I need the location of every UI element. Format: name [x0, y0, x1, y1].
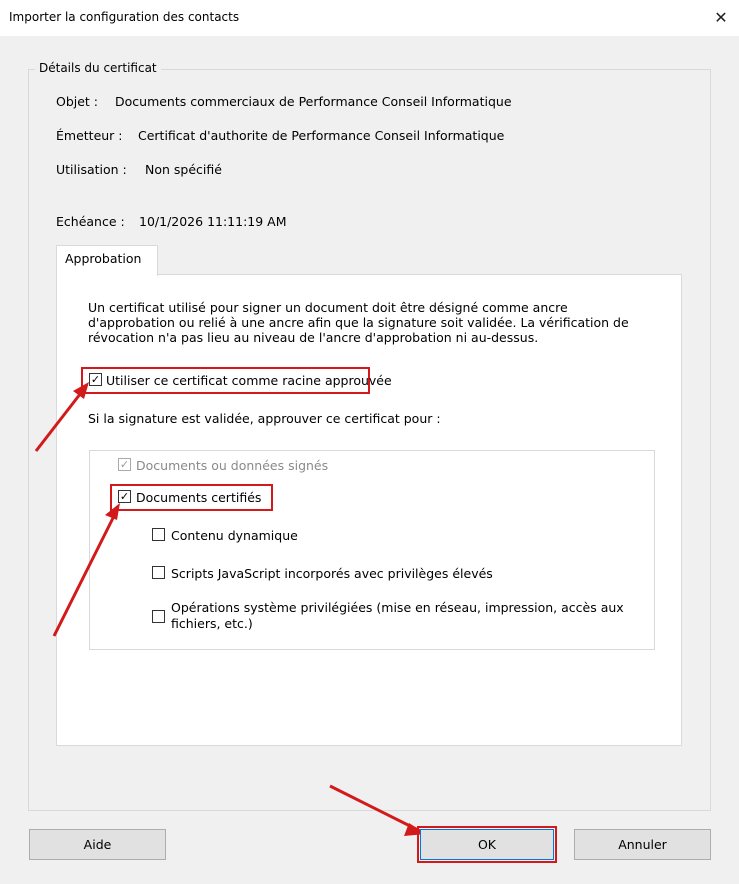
signed-documents-label: Documents ou données signés [136, 458, 329, 473]
window-title: Importer la configuration des contacts [9, 10, 240, 24]
arrow-to-ok-button [330, 786, 420, 831]
certified-documents-label: Documents certifiés [136, 490, 262, 505]
use-as-root-checkbox[interactable]: ✓ [90, 373, 101, 386]
trust-for-label: Si la signature est validée, approuver ce certificat pour : [88, 411, 441, 426]
issuer-label: Émetteur : [56, 128, 123, 143]
certificate-details-legend: Détails du certificat [35, 61, 161, 75]
ok-button[interactable]: OK [420, 829, 554, 860]
use-as-root-label: Utiliser ce certificat comme racine approuvée [106, 373, 392, 388]
arrow-to-certified-checkbox [54, 512, 116, 636]
arrow-to-root-checkbox [36, 389, 84, 451]
close-icon[interactable]: ✕ [714, 8, 728, 27]
subject-label: Objet : [56, 94, 99, 109]
signed-documents-checkbox: ✓ [119, 458, 130, 471]
usage-label: Utilisation : [56, 162, 127, 177]
certified-documents-checkbox[interactable]: ✓ [119, 490, 130, 503]
subject-value: Documents commerciaux de Performance Conseil Informatique [115, 94, 512, 109]
expiry-value: 10/1/2026 11:11:19 AM [139, 214, 287, 229]
expiry-label: Echéance : [56, 214, 125, 229]
approval-description: Un certificat utilisé pour signer un document doit être désigné comme ancre d'approbation ou relié à une ancre afin que la signature soit validée. La vérification de révocation n'a pas lieu au niveau de l'ancre d'approbation ni au-dessus. [88, 300, 629, 345]
privileged-operations-label: Opérations système privilégiées (mise en réseau, impression, accès aux fichiers, etc.) [171, 600, 624, 631]
issuer-value: Certificat d'authorite de Performance Conseil Informatique [138, 128, 505, 143]
dynamic-content-label: Contenu dynamique [171, 528, 298, 543]
tab-approbation-label: Approbation [65, 251, 142, 266]
usage-value: Non spécifié [145, 162, 222, 177]
help-button[interactable]: Aide [29, 829, 166, 860]
embedded-js-label: Scripts JavaScript incorporés avec privilèges élevés [171, 566, 493, 581]
cancel-button[interactable]: Annuler [574, 829, 711, 860]
